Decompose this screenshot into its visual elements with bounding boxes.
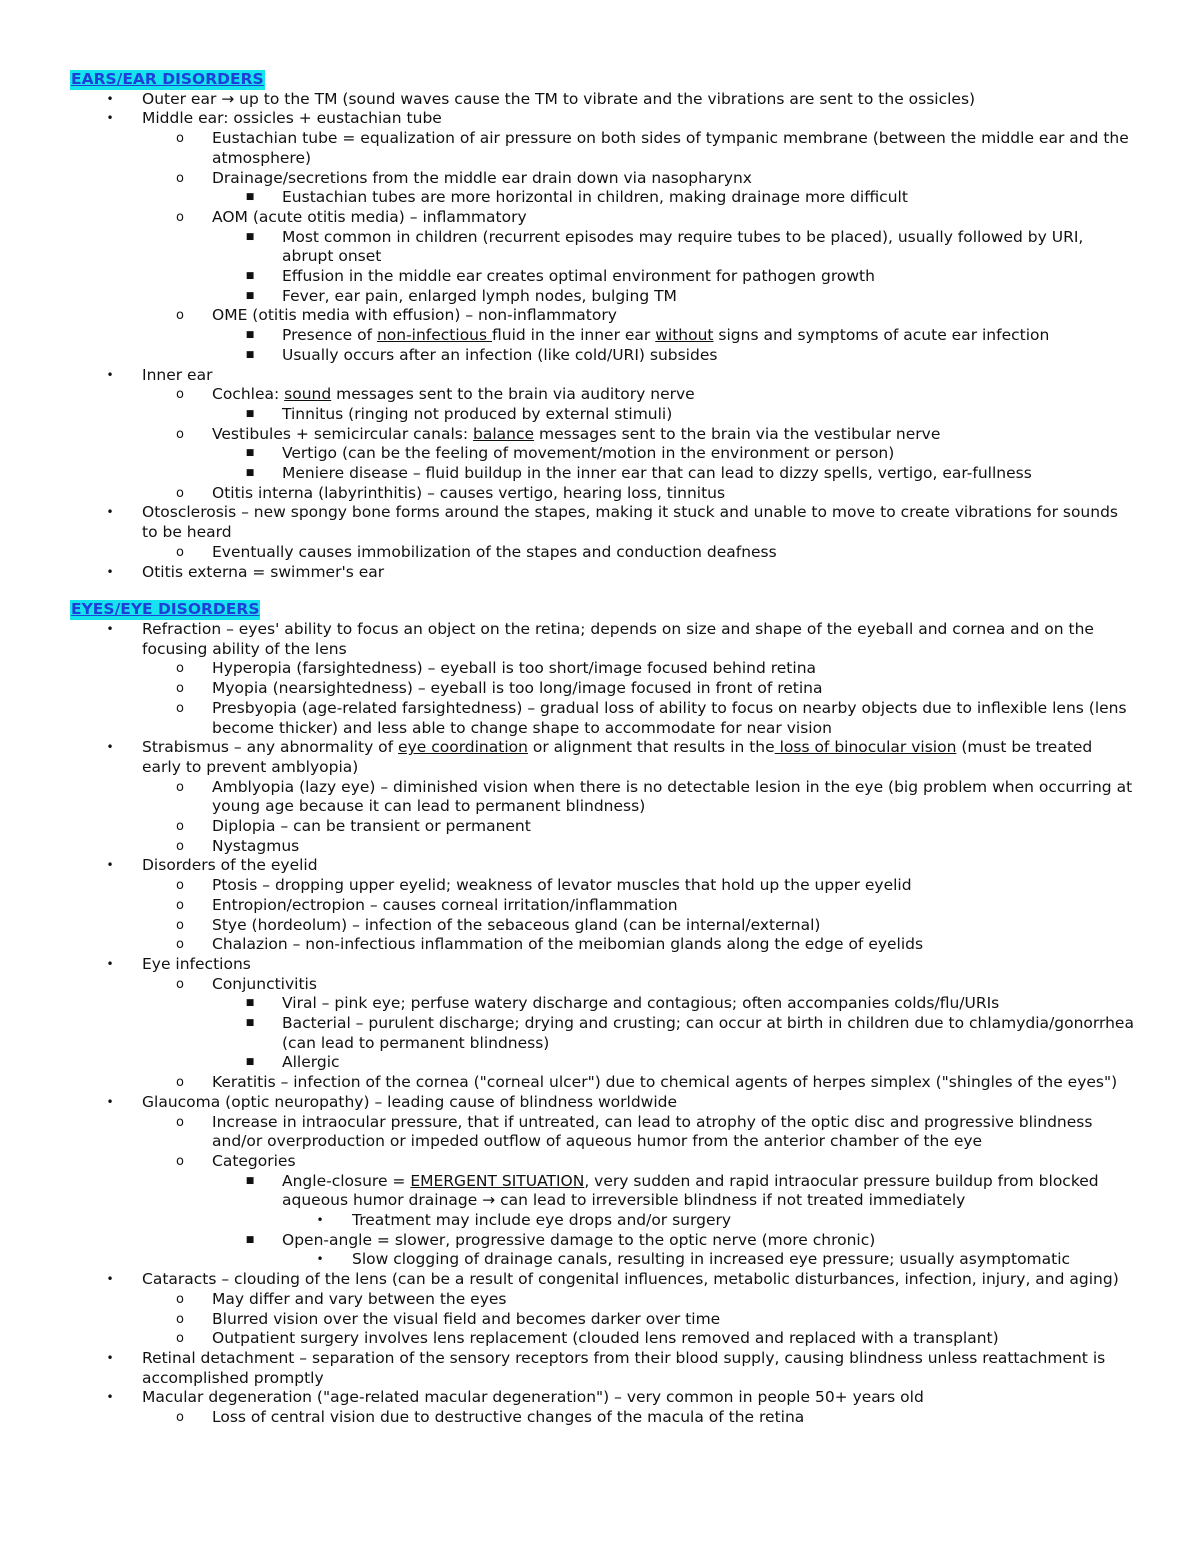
list-item (70, 1231, 1135, 1251)
list-item-text: Eustachian tubes are more horizontal in children, making drainage more difficult (282, 188, 908, 207)
list-item-text: Inner ear (142, 365, 213, 384)
list-item (70, 1113, 1135, 1152)
list-item (70, 935, 1135, 955)
list-item-text: Otitis externa = swimmer's ear (142, 562, 385, 581)
list-item-text: AOM (acute otitis media) – inflammatory (212, 207, 527, 226)
list-item-text: Otitis interna (labyrinthitis) – causes vertigo, hearing loss, tinnitus (212, 483, 726, 502)
list-item-text: Fever, ear pain, enlarged lymph nodes, bulging TM (282, 286, 677, 305)
list-item (70, 817, 1135, 837)
list-item (70, 563, 1135, 583)
square-bullet-icon: ■ (245, 192, 255, 203)
text-run: signs and symptoms of acute ear infection (713, 326, 1050, 345)
circle-bullet-icon: o (176, 544, 184, 560)
section-heading-ears: EARS/EAR DISORDERS (71, 70, 264, 88)
list-item (70, 856, 1135, 876)
list-item (70, 679, 1135, 699)
square-bullet-icon: ■ (245, 468, 255, 479)
eyes-heading-line (70, 600, 1135, 620)
list-item-text: Categories (212, 1151, 296, 1170)
underlined-text: loss of binocular vision (774, 738, 957, 757)
list-item-text: Macular degeneration ("age-related macular degeneration") – very common in people 50+ years old (142, 1388, 924, 1407)
circle-bullet-icon: o (176, 1410, 184, 1426)
list-item (70, 975, 1135, 995)
underlined-text: non-infectious (376, 326, 492, 345)
list-item-text: Entropion/ectropion – causes corneal irritation/inflammation (212, 895, 678, 914)
bullet-icon: • (106, 1390, 114, 1405)
square-bullet-icon: ■ (245, 330, 255, 341)
circle-bullet-icon: o (176, 131, 184, 147)
list-item-text: Usually occurs after an infection (like cold/URI) subsides (282, 345, 718, 364)
list-item (70, 955, 1135, 975)
list-item-text: Conjunctivitis (212, 974, 317, 993)
list-item-text: Stye (hordeolum) – infection of the sebaceous gland (can be internal/external) (212, 915, 821, 934)
text-run: or alignment that results in the (527, 738, 775, 757)
list-item-text: Slow clogging of drainage canals, resulting in increased eye pressure; usually asymptomatic (352, 1250, 1071, 1269)
bullet-icon: • (106, 1094, 114, 1109)
list-item (70, 1211, 1135, 1231)
circle-bullet-icon: o (176, 1291, 184, 1307)
circle-bullet-icon: o (176, 209, 184, 225)
list-item-text: Eventually causes immobilization of the stapes and conduction deafness (212, 542, 777, 561)
underlined-text: sound (284, 385, 332, 404)
bullet-icon: • (106, 367, 114, 382)
list-item (70, 425, 1135, 445)
square-bullet-icon: ■ (245, 1018, 255, 1029)
list-item (70, 444, 1135, 464)
list-item (70, 1270, 1135, 1290)
list-item (70, 1250, 1135, 1270)
square-bullet-icon: ■ (245, 231, 255, 242)
list-item (70, 916, 1135, 936)
list-item-text: Viral – pink eye; perfuse watery discharge and contagious; often accompanies colds/flu/URIs (282, 994, 1000, 1013)
bullet-icon: • (106, 505, 114, 520)
underlined-text: balance (473, 424, 535, 443)
text-run: , very sudden and rapid intraocular pressure buildup from blocked aqueous humor drainage → can lead to irreversible blindness if not treated immediately (282, 1171, 1099, 1210)
list-item (70, 129, 1135, 168)
list-item-text: Cataracts – clouding of the lens (can be a result of congenital influences, metabolic disturbances, infection, injury, and aging) (142, 1270, 1119, 1289)
list-item (70, 1093, 1135, 1113)
section-heading-eyes: EYES/EYE DISORDERS (71, 600, 260, 619)
square-bullet-icon: ■ (245, 998, 255, 1009)
list-item-text: Chalazion – non-infectious inflammation of the meibomian glands along the edge of eyelids (212, 935, 924, 954)
circle-bullet-icon: o (176, 1331, 184, 1347)
list-item-text: Presbyopia (age-related farsightedness) – gradual loss of ability to focus on nearby objects due to inflexible lens (lens become thicker) and less able to change shape to accommodate for near vision (212, 698, 1127, 737)
text-run: messages sent to the brain via auditory nerve (331, 385, 695, 404)
list-item-text: Meniere disease – fluid buildup in the inner ear that can lead to dizzy spells, vertigo, ear-fullness (282, 464, 1032, 483)
bullet-icon: • (106, 564, 114, 579)
ears-heading-line (70, 70, 1135, 90)
list-item (70, 1408, 1135, 1428)
list-item-text: Tinnitus (ringing not produced by external stimuli) (282, 404, 673, 423)
list-item (70, 484, 1135, 504)
square-bullet-icon: ■ (245, 349, 255, 360)
list-item-text: Bacterial – purulent discharge; drying and crusting; can occur at birth in children due to chlamydia/gonorrhea (can lead to permanent blindness) (282, 1014, 1134, 1052)
square-bullet-icon: ■ (245, 1234, 255, 1245)
list-item (70, 620, 1135, 659)
list-item (70, 503, 1135, 542)
circle-bullet-icon: o (176, 897, 184, 913)
circle-bullet-icon: o (176, 308, 184, 324)
list-item (70, 994, 1135, 1014)
list-item-text: OME (otitis media with effusion) – non-inflammatory (212, 306, 617, 325)
circle-bullet-icon: o (176, 1153, 184, 1169)
list-item-text: Middle ear: ossicles + eustachian tube (142, 109, 442, 128)
square-bullet-icon: ■ (245, 1175, 255, 1186)
list-item-text: Treatment may include eye drops and/or surgery (352, 1211, 732, 1230)
circle-bullet-icon: o (176, 426, 184, 442)
list-item (70, 464, 1135, 484)
list-item-text: Amblyopia (lazy eye) – diminished vision when there is no detectable lesion in the eye (big problem when occurring at young age because it can lead to permanent blindness) (212, 777, 1133, 816)
circle-bullet-icon: o (176, 1311, 184, 1327)
text-run: Vestibules + semicircular canals: (212, 424, 474, 443)
list-item (70, 778, 1135, 817)
list-item-text: Outpatient surgery involves lens replacement (clouded lens removed and replaced with a transplant) (212, 1329, 999, 1348)
circle-bullet-icon: o (176, 917, 184, 933)
list-item (70, 346, 1135, 366)
circle-bullet-icon: o (176, 878, 184, 894)
list-item (70, 208, 1135, 228)
bullet-icon: • (316, 1252, 324, 1267)
list-item-text: Glaucoma (optic neuropathy) – leading cause of blindness worldwide (142, 1092, 678, 1111)
bullet-icon: • (106, 91, 114, 106)
bullet-icon: • (106, 1272, 114, 1287)
circle-bullet-icon: o (176, 779, 184, 795)
list-item-text: Most common in children (recurrent episodes may require tubes to be placed), usually followed by URI, abrupt onset (282, 227, 1084, 266)
list-item (70, 169, 1135, 189)
text-run: Presence of (282, 326, 377, 345)
bullet-icon: • (106, 621, 114, 636)
list-item (70, 267, 1135, 287)
list-item (70, 188, 1135, 208)
list-item-text: Myopia (nearsightedness) – eyeball is too long/image focused in front of retina (212, 679, 823, 698)
bullet-icon: • (106, 111, 114, 126)
list-item (70, 659, 1135, 679)
list-item (70, 1349, 1135, 1388)
square-bullet-icon: ■ (245, 408, 255, 419)
list-item (70, 306, 1135, 326)
circle-bullet-icon: o (176, 661, 184, 677)
underlined-text: EMERGENT SITUATION (410, 1171, 585, 1190)
list-item (70, 405, 1135, 425)
bullet-icon: • (106, 740, 114, 755)
list-item-text: May differ and vary between the eyes (212, 1289, 507, 1308)
square-bullet-icon: ■ (245, 448, 255, 459)
list-item-text: Otosclerosis – new spongy bone forms around the stapes, making it stuck and unable to move to create vibrations for sounds to be heard (142, 503, 1118, 542)
list-item (70, 1172, 1135, 1211)
text-run: Cochlea: (212, 385, 285, 404)
list-item (70, 1310, 1135, 1330)
underlined-text: eye coordination (398, 738, 528, 757)
bullet-icon: • (106, 1351, 114, 1365)
list-item-text: Keratitis – infection of the cornea ("corneal ulcer") due to chemical agents of herpes simplex ("shingles of the eyes") (212, 1073, 1118, 1092)
list-item (70, 228, 1135, 267)
list-item-text: Allergic (282, 1053, 340, 1072)
list-item (70, 109, 1135, 129)
list-item (70, 738, 1135, 777)
list-item-text: Drainage/secretions from the middle ear drain down via nasopharynx (212, 168, 752, 187)
document-page (70, 70, 1135, 1428)
list-item (70, 1152, 1135, 1172)
list-item (70, 385, 1135, 405)
list-item (70, 287, 1135, 307)
circle-bullet-icon: o (176, 170, 184, 186)
list-item-text: Vertigo (can be the feeling of movement/motion in the environment or person) (282, 444, 895, 463)
square-bullet-icon: ■ (245, 290, 255, 301)
circle-bullet-icon: o (176, 819, 184, 835)
list-item-text: Blurred vision over the visual field and becomes darker over time (212, 1309, 721, 1328)
list-item-text: Effusion in the middle ear creates optimal environment for pathogen growth (282, 267, 875, 286)
circle-bullet-icon: o (176, 387, 184, 403)
list-item-text: Diplopia – can be transient or permanent (212, 817, 531, 836)
circle-bullet-icon: o (176, 485, 184, 501)
list-item (70, 699, 1135, 738)
circle-bullet-icon: o (176, 937, 184, 953)
list-item (70, 1290, 1135, 1310)
list-item (70, 366, 1135, 386)
underlined-text: without (655, 326, 714, 345)
list-item (70, 90, 1135, 110)
list-item-text: Eustachian tube = equalization of air pressure on both sides of tympanic membrane (between the middle ear and the atmosphere) (212, 129, 1129, 167)
circle-bullet-icon: o (176, 1114, 184, 1130)
list-item-text: Hyperopia (farsightedness) – eyeball is too short/image focused behind retina (212, 659, 817, 678)
list-item-text: Loss of central vision due to destructive changes of the macula of the retina (212, 1408, 805, 1427)
circle-bullet-icon: o (176, 1075, 184, 1091)
bullet-icon: • (106, 858, 114, 873)
bullet-icon: • (316, 1213, 324, 1228)
list-item (70, 837, 1135, 857)
circle-bullet-icon: o (176, 700, 184, 716)
list-item-text: Retinal detachment – separation of the sensory receptors from their blood supply, causing blindness unless reattachment is accomplished promptly (142, 1349, 1106, 1387)
list-item (70, 1053, 1135, 1073)
text-run: fluid in the inner ear (492, 326, 656, 345)
list-item-text: Eye infections (142, 954, 251, 973)
circle-bullet-icon: o (176, 838, 184, 854)
list-item (70, 1388, 1135, 1408)
list-item-text: Nystagmus (212, 836, 300, 855)
text-run: Angle-closure = (282, 1171, 411, 1190)
list-item-text: Open-angle = slower, progressive damage to the optic nerve (more chronic) (282, 1230, 876, 1249)
list-item (70, 1014, 1135, 1053)
list-item (70, 1329, 1135, 1349)
text-run: (must be treated early to prevent amblyopia) (142, 738, 1093, 776)
list-item-text: Refraction – eyes' ability to focus an object on the retina; depends on size and shape of the eyeball and cornea and on the focusing ability of the lens (142, 619, 1094, 658)
circle-bullet-icon: o (176, 976, 184, 992)
text-run: Strabismus – any abnormality of (142, 738, 399, 757)
list-item (70, 876, 1135, 896)
list-item (70, 1073, 1135, 1093)
square-bullet-icon: ■ (245, 1057, 255, 1068)
list-item-text: Outer ear → up to the TM (sound waves cause the TM to vibrate and the vibrations are sent to the ossicles) (142, 89, 976, 108)
bullet-icon: • (106, 956, 114, 971)
circle-bullet-icon: o (176, 681, 184, 697)
list-item (70, 543, 1135, 563)
list-item (70, 326, 1135, 346)
square-bullet-icon: ■ (245, 271, 255, 282)
list-item-text: Disorders of the eyelid (142, 856, 318, 875)
list-item (70, 896, 1135, 916)
list-item-text: Increase in intraocular pressure, that if untreated, can lead to atrophy of the optic disc and progressive blindness and/or overproduction or impeded outflow of aqueous humor from the anterior chamber of the eye (212, 1112, 1093, 1151)
list-item-text: Ptosis – dropping upper eyelid; weakness of levator muscles that hold up the upper eyelid (212, 876, 912, 895)
text-run: messages sent to the brain via the vestibular nerve (534, 424, 941, 443)
